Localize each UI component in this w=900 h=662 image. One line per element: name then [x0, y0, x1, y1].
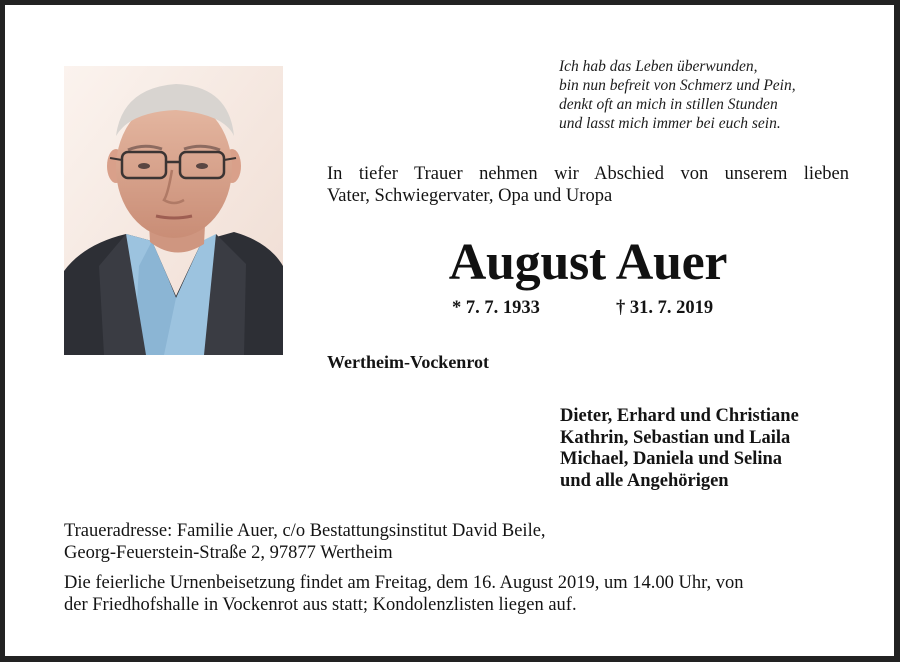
mourner-line: Michael, Daniela und Selina: [560, 449, 783, 469]
memorial-poem: [559, 57, 796, 133]
intro-line: In tiefer Trauer nehmen wir Abschied von unserem lieben: [327, 164, 849, 184]
mourners-list: [560, 406, 799, 492]
poem-line: Ich hab das Leben überwunden,: [559, 58, 758, 75]
poem-line: denkt oft an mich in stillen Stunden: [559, 96, 778, 113]
birth-date: * 7. 7. 1933: [452, 298, 540, 318]
portrait-photo: [64, 66, 283, 355]
death-date: † 31. 7. 2019: [616, 298, 714, 318]
deceased-name: August Auer: [448, 234, 728, 291]
ceremony-line: Die feierliche Urnenbeisetzung findet am Freitag, dem 16. August 2019, um 14.00 Uhr, von: [64, 573, 744, 593]
poem-line: bin nun befreit von Schmerz und Pein,: [559, 77, 796, 94]
mourner-line: Kathrin, Sebastian und Laila: [560, 427, 791, 448]
ceremony-info: [64, 572, 744, 616]
mourner-line: und alle Angehörigen: [560, 470, 729, 491]
ceremony-line: der Friedhofshalle in Vockenrot aus statt; Kondolenzlisten liegen auf.: [64, 595, 577, 615]
address-line: Traueradresse: Familie Auer, c/o Bestattungsinstitut David Beile,: [64, 521, 546, 541]
residence-place: Wertheim-Vockenrot: [327, 352, 489, 372]
poem-line: und lasst mich immer bei euch sein.: [559, 115, 781, 132]
intro-line: Vater, Schwiegervater, Opa und Uropa: [327, 186, 613, 206]
mourning-address: [64, 520, 546, 564]
mourner-line: Dieter, Erhard und Christiane: [560, 406, 799, 426]
intro-text: [327, 163, 849, 207]
address-line: Georg-Feuerstein-Straße 2, 97877 Wertheim: [64, 543, 393, 563]
